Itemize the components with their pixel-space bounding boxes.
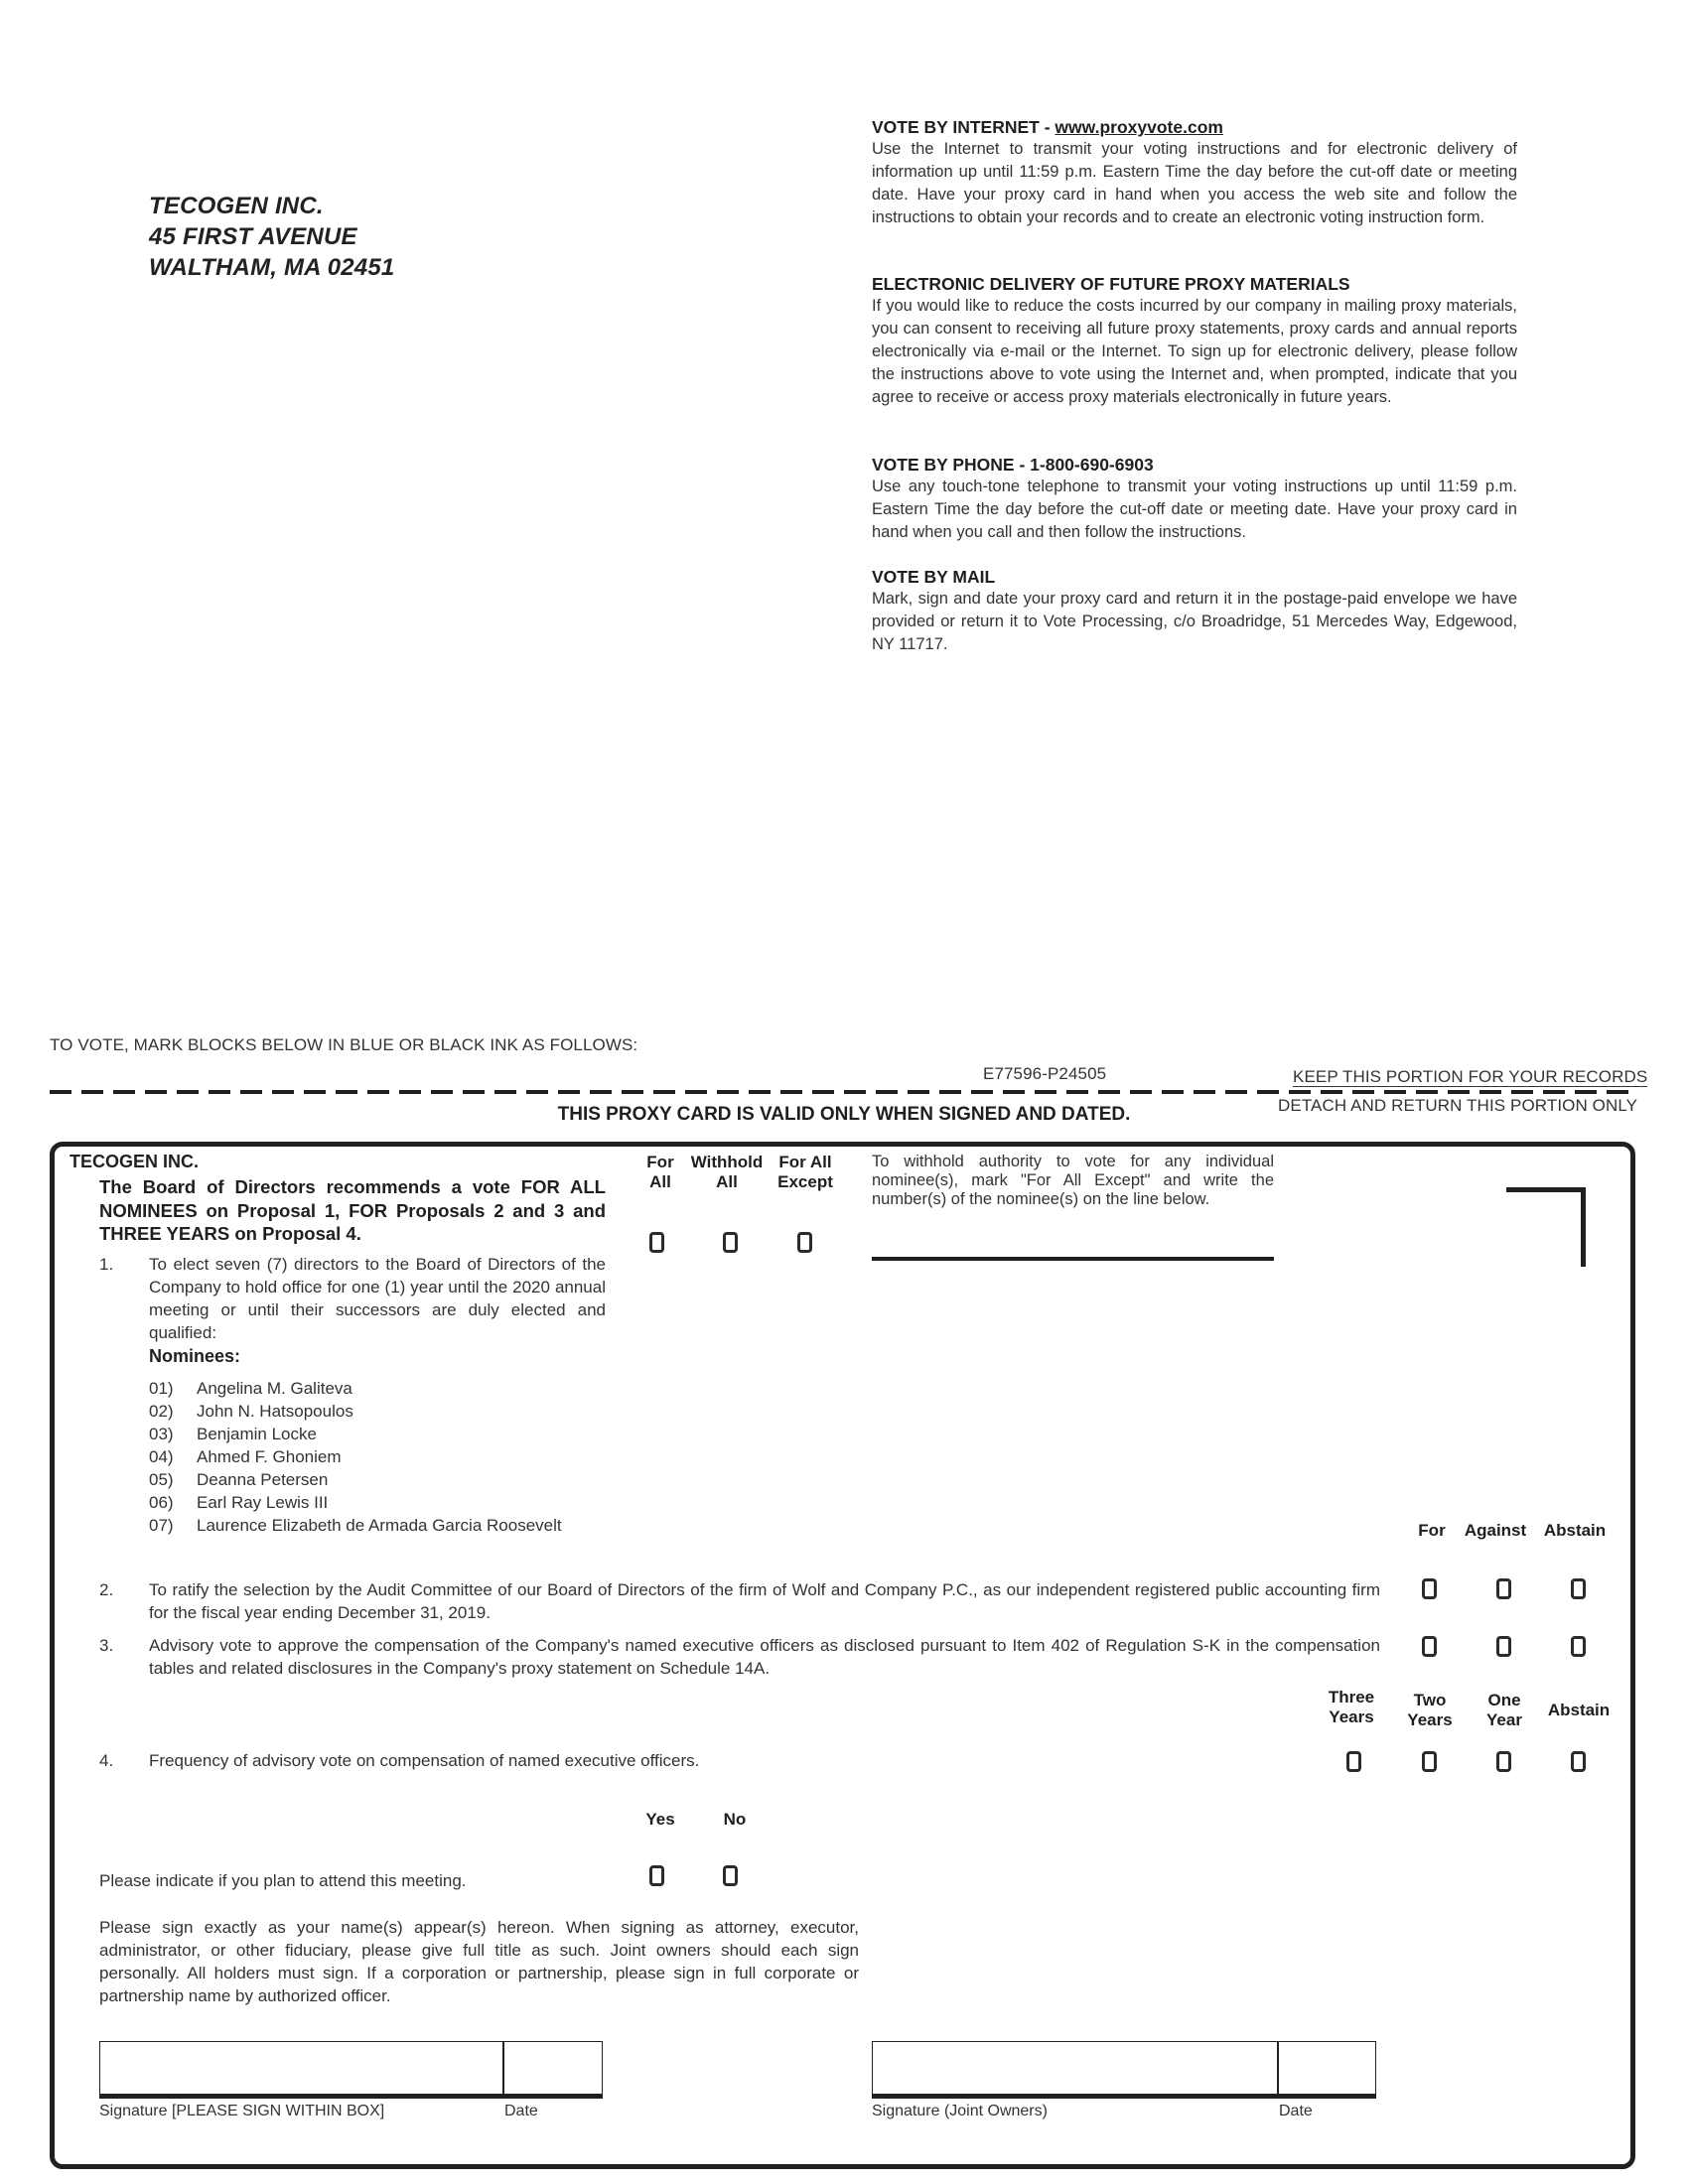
nominee-item: 04) Ahmed F. Ghoniem <box>149 1447 342 1466</box>
header-yes: Yes <box>645 1810 675 1829</box>
card-company-name: TECOGEN INC. <box>70 1152 200 1171</box>
signature-label: Signature [PLEASE SIGN WITHIN BOX] <box>99 2103 385 2119</box>
proposal-4-text: Frequency of advisory vote on compensation of named executive officers. <box>149 1751 700 1770</box>
nominee-item: 01) Angelina M. Galiteva <box>149 1379 352 1398</box>
p4-checkbox-one-year[interactable] <box>1496 1751 1511 1772</box>
checkbox-withhold-all[interactable] <box>723 1232 738 1253</box>
p2-checkbox-for[interactable] <box>1422 1578 1437 1599</box>
address-street: 45 FIRST AVENUE <box>149 223 357 250</box>
keep-portion-label: KEEP THIS PORTION FOR YOUR RECORDS <box>1293 1067 1648 1086</box>
signing-instructions: Please sign exactly as your name(s) appear(s) hereon. When signing as attorney, executor, administrator, or other fiduciary, please give full title as such. Joint owners should each sign personally. All holders must sign. If a corporation or partnership, please sign in full corporate or partnership name by authorized officer. <box>99 1918 859 2005</box>
except-nominee-line[interactable] <box>872 1257 1274 1261</box>
attend-meeting-text: Please indicate if you plan to attend this meeting. <box>99 1871 467 1890</box>
p4-checkbox-three-years[interactable] <box>1346 1751 1361 1772</box>
withhold-instruction: To withhold authority to vote for any individual nominee(s), mark "For All Except" and write the number(s) of the nominee(s) on the line below. <box>872 1153 1274 1208</box>
vote-by-mail-heading: VOTE BY MAIL <box>872 567 996 587</box>
checkbox-for-all[interactable] <box>649 1232 664 1253</box>
proposal-3-number: 3. <box>99 1636 114 1655</box>
header-for-all-except: For All Except <box>777 1153 833 1191</box>
joint-signature-label: Signature (Joint Owners) <box>872 2103 1048 2119</box>
vote-by-internet-section <box>872 116 1517 229</box>
proposal-1-text: To elect seven (7) directors to the Board of Directors of the Company to hold office for one (1) year until the 2020 annual meeting or until their successors are duly elected and qualified: <box>149 1255 606 1342</box>
mailing-address <box>149 191 394 283</box>
header-three-years: Three Years <box>1328 1688 1375 1726</box>
header-withhold-all: Withhold All <box>690 1153 764 1191</box>
joint-date-field[interactable] <box>1277 2041 1376 2099</box>
p3-checkbox-against[interactable] <box>1496 1636 1511 1657</box>
checkbox-for-all-except[interactable] <box>797 1232 812 1253</box>
attend-checkbox-no[interactable] <box>723 1865 738 1886</box>
proposal-4-number: 4. <box>99 1751 114 1770</box>
p2-checkbox-abstain[interactable] <box>1571 1578 1586 1599</box>
header-no: No <box>723 1810 747 1829</box>
date-field[interactable] <box>502 2041 603 2099</box>
header-abstain: Abstain <box>1543 1521 1607 1540</box>
attend-checkbox-yes[interactable] <box>649 1865 664 1886</box>
corner-registration-mark <box>1506 1187 1586 1267</box>
signature-field[interactable] <box>99 2041 504 2099</box>
p4-checkbox-abstain[interactable] <box>1571 1751 1586 1772</box>
date-label: Date <box>504 2103 538 2119</box>
p3-checkbox-abstain[interactable] <box>1571 1636 1586 1657</box>
valid-notice: THIS PROXY CARD IS VALID ONLY WHEN SIGNED AND DATED. <box>557 1104 1131 1125</box>
document-code: E77596-P24505 <box>983 1064 1107 1083</box>
header-frequency-abstain: Abstain <box>1547 1701 1611 1719</box>
proposal-2-number: 2. <box>99 1580 114 1599</box>
electronic-delivery-heading: ELECTRONIC DELIVERY OF FUTURE PROXY MATERIALS <box>872 274 1350 294</box>
nominee-list <box>149 1377 562 1537</box>
p4-checkbox-two-years[interactable] <box>1422 1751 1437 1772</box>
nominees-label: Nominees: <box>149 1346 241 1366</box>
header-for: For <box>1418 1521 1446 1540</box>
nominee-item: 03) Benjamin Locke <box>149 1425 317 1443</box>
joint-date-label: Date <box>1279 2103 1313 2119</box>
header-one-year: One Year <box>1486 1691 1522 1729</box>
electronic-delivery-section <box>872 273 1517 409</box>
address-city: WALTHAM, MA 02451 <box>149 254 395 281</box>
p3-checkbox-for[interactable] <box>1422 1636 1437 1657</box>
nominee-item: 05) Deanna Petersen <box>149 1470 329 1489</box>
vote-by-internet-heading: VOTE BY INTERNET - www.proxyvote.com <box>872 117 1223 137</box>
vote-by-internet-body: Use the Internet to transmit your voting instructions and for electronic delivery of information up until 11:59 p.m. Eastern Time the day before the cut-off date or meeting date. Have your proxy card in hand when you access the web site and follow the instructions to obtain your records and to create an electronic voting instruction form. <box>872 140 1517 226</box>
header-for-all: For All <box>646 1153 674 1191</box>
address-company: TECOGEN INC. <box>149 193 324 219</box>
nominee-item: 02) John N. Hatsopoulos <box>149 1402 353 1421</box>
nominee-item: 07) Laurence Elizabeth de Armada Garcia Roosevelt <box>149 1516 562 1535</box>
joint-signature-field[interactable] <box>872 2041 1279 2099</box>
vote-by-phone-section <box>872 454 1517 544</box>
electronic-delivery-body: If you would like to reduce the costs incurred by our company in mailing proxy materials, you can consent to receiving all future proxy statements, proxy cards and annual reports electronically via e-mail or the Internet. To sign up for electronic delivery, please follow the instructions above to vote using the Internet and, when prompted, indicate that you agree to receive or access proxy materials electronically in future years. <box>872 297 1517 406</box>
vote-by-mail-section <box>872 566 1517 656</box>
mark-instruction: TO VOTE, MARK BLOCKS BELOW IN BLUE OR BLACK INK AS FOLLOWS: <box>50 1035 638 1054</box>
vote-by-phone-heading: VOTE BY PHONE - 1-800-690-6903 <box>872 455 1154 475</box>
vote-by-mail-body: Mark, sign and date your proxy card and return it in the postage-paid envelope we have provided or return it to Vote Processing, c/o Broadridge, 51 Mercedes Way, Edgewood, NY 11717. <box>872 590 1517 653</box>
detach-return-label: DETACH AND RETURN THIS PORTION ONLY <box>1278 1096 1638 1115</box>
proposal-1-number: 1. <box>99 1255 114 1274</box>
proposal-2-text: To ratify the selection by the Audit Committee of our Board of Directors of the firm of Wolf and Company P.C., as our independent registered public accounting firm for the fiscal year ending December 31, 2019. <box>149 1580 1380 1622</box>
proposal-3-text: Advisory vote to approve the compensation of the Company's named executive officers as disclosed pursuant to Item 402 of Regulation S-K in the compensation tables and related disclosures in the Company's proxy statement on Schedule 14A. <box>149 1636 1380 1678</box>
vote-by-phone-body: Use any touch-tone telephone to transmit your voting instructions up until 11:59 p.m. Eastern Time the day before the cut-off date or meeting date. Have your proxy card in hand when you call and then follow the instructions. <box>872 478 1517 541</box>
detach-dashed-line <box>50 1090 1635 1094</box>
board-recommendation: The Board of Directors recommends a vote FOR ALL NOMINEES on Proposal 1, FOR Proposals 2 and 3 and THREE YEARS on Proposal 4. <box>99 1176 606 1244</box>
header-two-years: Two Years <box>1407 1691 1453 1729</box>
p2-checkbox-against[interactable] <box>1496 1578 1511 1599</box>
proxyvote-link[interactable]: www.proxyvote.com <box>1055 117 1223 137</box>
nominee-item: 06) Earl Ray Lewis III <box>149 1493 329 1512</box>
header-against: Against <box>1464 1521 1527 1540</box>
